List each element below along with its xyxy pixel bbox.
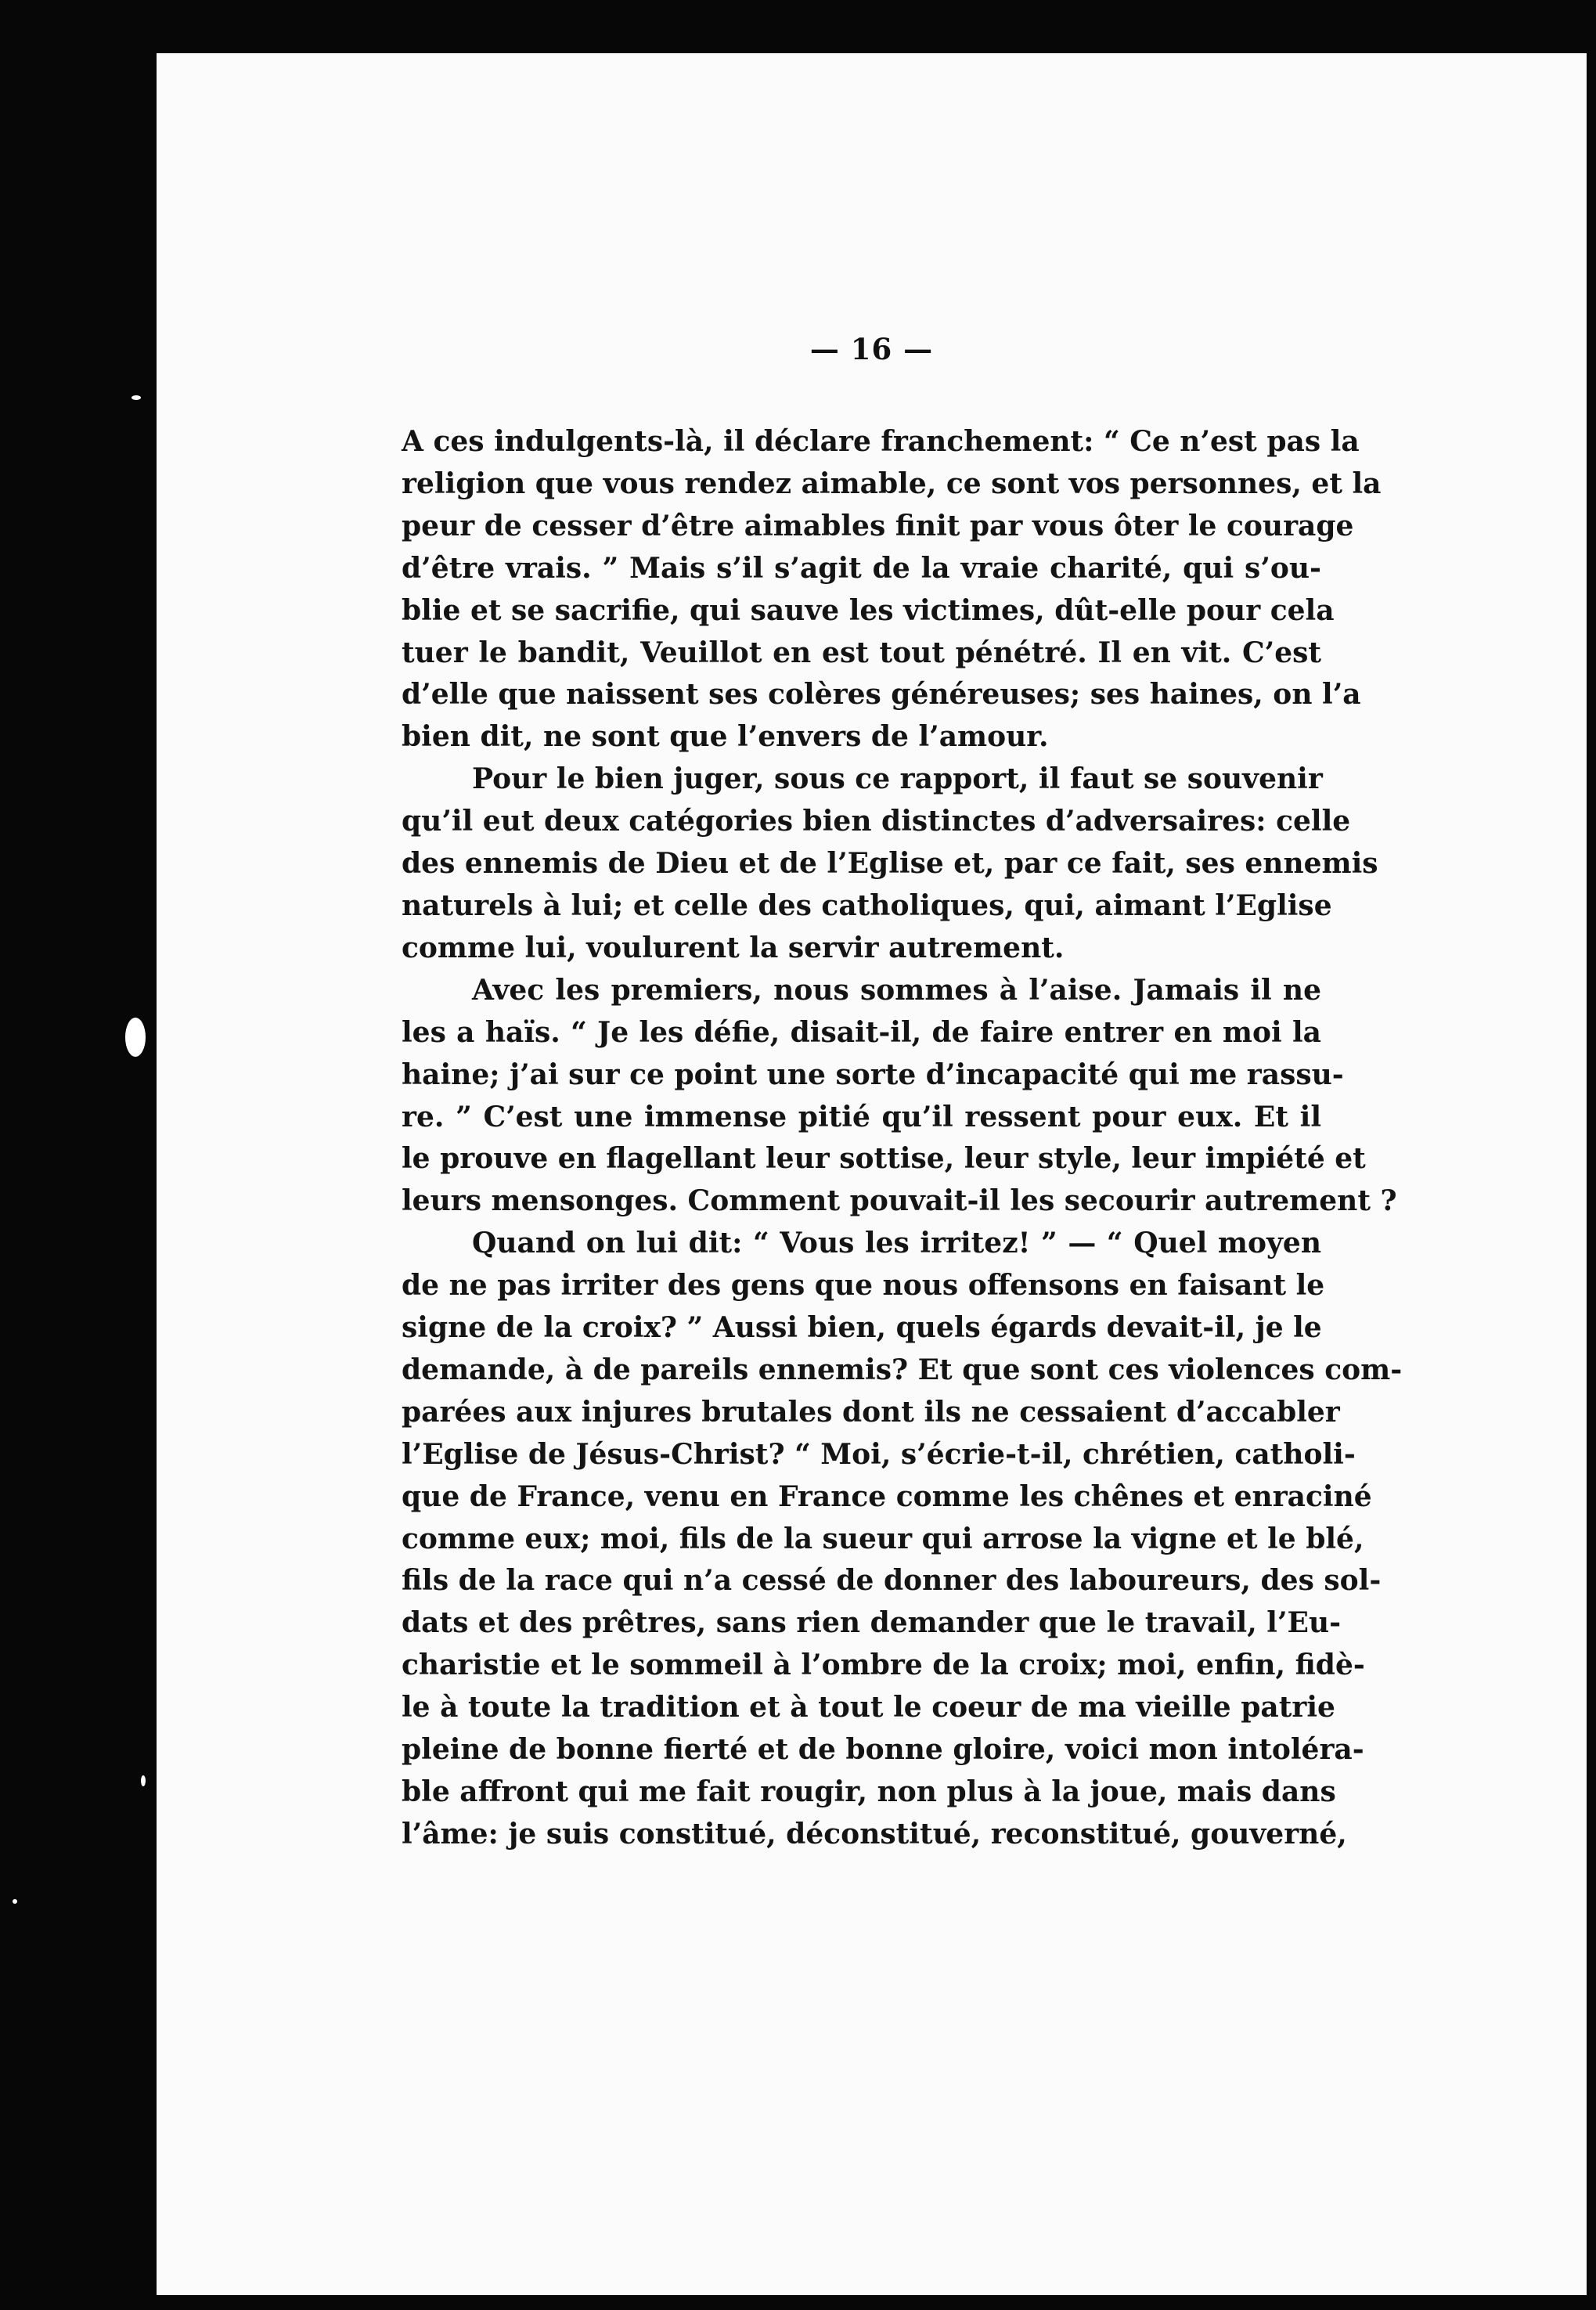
book-page xyxy=(157,53,1587,2295)
text-line: comme lui, voulurent la servir autrement. xyxy=(402,931,1065,964)
text-line: leurs mensonges. Comment pouvait-il les secourir autrement ? xyxy=(402,1184,1397,1218)
text-line: qu’il eut deux catégories bien distinctes d’adversaires: celle xyxy=(402,805,1351,838)
text-line: Avec les premiers, nous sommes à l’aise. Jamais il ne xyxy=(472,973,1321,1007)
text-line: charistie et le sommeil à l’ombre de la croix; moi, enfin, fidè- xyxy=(402,1649,1365,1682)
text-line: l’Eglise de Jésus-Christ? “ Moi, s’écrie-t-il, chrétien, catholi- xyxy=(402,1437,1356,1471)
text-line: le à toute la tradition et à tout le coeur de ma vieille patrie xyxy=(402,1691,1335,1724)
text-line: A ces indulgents-là, il déclare franchement: “ Ce n’est pas la xyxy=(402,425,1360,458)
body-text xyxy=(402,421,1403,1856)
text-line: Pour le bien juger, sous ce rapport, il faut se souvenir xyxy=(472,762,1323,796)
text-line: dats et des prêtres, sans rien demander que le travail, l’Eu- xyxy=(402,1606,1342,1640)
text-line: blie et se sacrifie, qui sauve les victimes, dût-elle pour cela xyxy=(402,593,1335,627)
text-line: pleine de bonne fierté et de bonne gloire, voici mon intoléra- xyxy=(402,1733,1364,1767)
text-line: d’être vrais. ” Mais s’il s’agit de la vraie charité, qui s’ou- xyxy=(402,551,1321,585)
text-line: signe de la croix? ” Aussi bien, quels égards devait-il, je le xyxy=(402,1311,1322,1345)
text-line: ble affront qui me fait rougir, non plus à la joue, mais dans xyxy=(402,1775,1336,1808)
text-line: religion que vous rendez aimable, ce sont vos personnes, et la xyxy=(402,467,1382,500)
scan-speck xyxy=(141,1775,146,1786)
text-line: les a haïs. “ Je les défie, disait-il, de faire entrer en moi la xyxy=(402,1015,1321,1049)
text-line: le prouve en flagellant leur sottise, leur style, leur impiété et xyxy=(402,1142,1366,1176)
text-line: tuer le bandit, Veuillot en est tout pénétré. Il en vit. C’est xyxy=(402,636,1321,669)
text-line: de ne pas irriter des gens que nous offensons en faisant le xyxy=(402,1269,1325,1303)
text-line: l’âme: je suis constitué, déconstitué, reconstitué, gouverné, xyxy=(402,1817,1347,1851)
scan-speck xyxy=(131,395,141,400)
scan-speck xyxy=(125,1018,146,1057)
page-number: — 16 — xyxy=(809,332,934,366)
text-line: naturels à lui; et celle des catholiques, qui, aimant l’Eglise xyxy=(402,888,1332,922)
text-line: d’elle que naissent ses colères généreuses; ses haines, on l’a xyxy=(402,678,1361,712)
text-line: Quand on lui dit: “ Vous les irritez! ” — “ Quel moyen xyxy=(472,1227,1321,1260)
text-line: bien dit, ne sont que l’envers de l’amour. xyxy=(402,720,1049,754)
scan-speck xyxy=(13,1899,17,1904)
text-line: peur de cesser d’être aimables finit par vous ôter le courage xyxy=(402,509,1354,542)
text-line: des ennemis de Dieu et de l’Eglise et, par ce fait, ses ennemis xyxy=(402,847,1378,881)
text-line: fils de la race qui n’a cessé de donner des laboureurs, des sol- xyxy=(402,1564,1382,1598)
text-line: demande, à de pareils ennemis? Et que sont ces violences com- xyxy=(402,1353,1403,1386)
text-line: re. ” C’est une immense pitié qu’il ressent pour eux. Et il xyxy=(402,1100,1321,1133)
text-line: que de France, venu en France comme les chênes et enraciné xyxy=(402,1479,1372,1513)
text-line: haine; j’ai sur ce point une sorte d’incapacité qui me rassu- xyxy=(402,1058,1344,1091)
text-line: parées aux injures brutales dont ils ne cessaient d’accabler xyxy=(402,1395,1340,1429)
text-line: comme eux; moi, fils de la sueur qui arrose la vigne et le blé, xyxy=(402,1522,1364,1555)
